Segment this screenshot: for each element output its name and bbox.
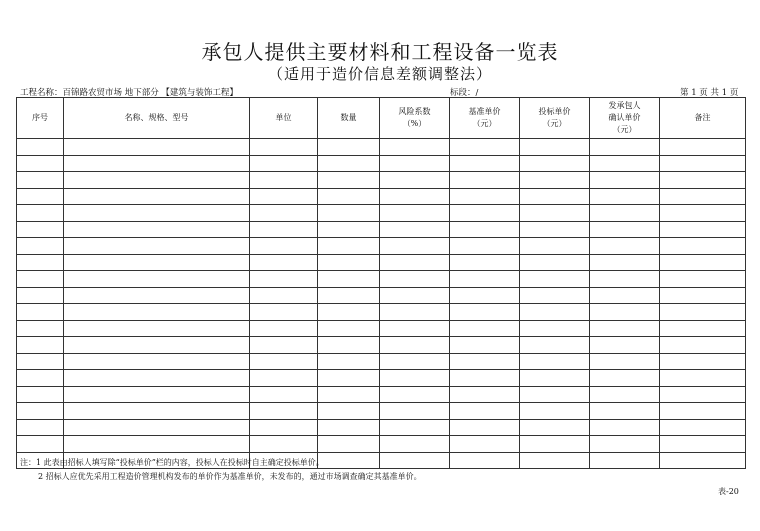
table-cell	[450, 221, 520, 238]
table-cell	[660, 304, 746, 321]
table-cell	[380, 386, 450, 403]
section-label: 标段：/	[450, 88, 479, 98]
page-indicator: 第 1 页 共 1 页	[680, 88, 739, 98]
table-cell	[660, 221, 746, 238]
table-cell	[450, 172, 520, 189]
table-row	[17, 238, 746, 255]
table-cell	[64, 287, 250, 304]
table-row	[17, 304, 746, 321]
table-cell	[64, 436, 250, 453]
table-cell	[250, 188, 318, 205]
table-cell	[17, 403, 64, 420]
table-cell	[660, 403, 746, 420]
table-cell	[318, 403, 380, 420]
table-cell	[380, 419, 450, 436]
table-cell	[380, 172, 450, 189]
table-cell	[380, 436, 450, 453]
table-cell	[318, 254, 380, 271]
table-cell	[64, 419, 250, 436]
project-name: 工程名称：百锦路农贸市场 地下部分 【建筑与装饰工程】	[20, 88, 238, 98]
table-cell	[64, 370, 250, 387]
table-header-row	[17, 98, 746, 139]
table-cell	[64, 172, 250, 189]
table-cell	[520, 337, 590, 354]
table-cell	[520, 172, 590, 189]
header-risk-coefficient: 风险系数 （%）	[380, 98, 450, 139]
table-row	[17, 172, 746, 189]
table-cell	[17, 386, 64, 403]
table-cell	[520, 254, 590, 271]
table-cell	[520, 304, 590, 321]
table-cell	[660, 287, 746, 304]
table-cell	[380, 287, 450, 304]
header-bid-price: 投标单价 （元）	[520, 98, 590, 139]
table-cell	[64, 386, 250, 403]
table-row	[17, 320, 746, 337]
table-cell	[590, 205, 660, 222]
table-cell	[520, 188, 590, 205]
table-cell	[660, 172, 746, 189]
table-cell	[590, 419, 660, 436]
table-cell	[17, 238, 64, 255]
table-cell	[520, 221, 590, 238]
table-cell	[520, 139, 590, 156]
table-cell	[250, 320, 318, 337]
table-cell	[64, 221, 250, 238]
header-confirmed-price: 发承包人 确认单价 （元）	[590, 98, 660, 139]
table-cell	[450, 238, 520, 255]
table-cell	[318, 353, 380, 370]
table-cell	[520, 419, 590, 436]
table-cell	[450, 139, 520, 156]
header-base-price: 基准单价 （元）	[450, 98, 520, 139]
table-cell	[318, 337, 380, 354]
table-cell	[450, 419, 520, 436]
table-cell	[520, 353, 590, 370]
table-cell	[660, 386, 746, 403]
table-row	[17, 403, 746, 420]
table-cell	[590, 304, 660, 321]
table-cell	[660, 155, 746, 172]
table-cell	[17, 370, 64, 387]
table-cell	[64, 353, 250, 370]
table-cell	[380, 155, 450, 172]
table-cell	[380, 139, 450, 156]
table-cell	[17, 304, 64, 321]
table-cell	[660, 419, 746, 436]
table-cell	[520, 238, 590, 255]
table-cell	[450, 320, 520, 337]
table-cell	[318, 452, 380, 469]
table-cell	[64, 337, 250, 354]
table-row	[17, 139, 746, 156]
table-cell	[318, 320, 380, 337]
table-cell	[590, 436, 660, 453]
table-cell	[380, 238, 450, 255]
table-cell	[660, 254, 746, 271]
table-cell	[380, 370, 450, 387]
table-cell	[250, 370, 318, 387]
table-cell	[250, 436, 318, 453]
table-cell	[318, 155, 380, 172]
header-name-spec: 名称、规格、型号	[64, 98, 250, 139]
table-cell	[660, 205, 746, 222]
table-cell	[450, 254, 520, 271]
table-cell	[660, 238, 746, 255]
table-cell	[380, 304, 450, 321]
table-cell	[380, 337, 450, 354]
table-cell	[660, 337, 746, 354]
table-cell	[450, 403, 520, 420]
table-cell	[17, 172, 64, 189]
table-cell	[250, 419, 318, 436]
table-cell	[17, 337, 64, 354]
footnote-1: 注：1 此表由招标人填写除“投标单价”栏的内容，投标人在投标时自主确定投标单价。	[20, 458, 324, 467]
table-cell	[250, 386, 318, 403]
table-cell	[250, 139, 318, 156]
table-cell	[590, 370, 660, 387]
header-unit: 单位	[250, 98, 318, 139]
table-cell	[380, 205, 450, 222]
table-cell	[520, 386, 590, 403]
table-cell	[590, 353, 660, 370]
table-cell	[520, 403, 590, 420]
table-row	[17, 337, 746, 354]
table-cell	[17, 287, 64, 304]
table-row	[17, 370, 746, 387]
table-cell	[520, 436, 590, 453]
table-cell	[17, 320, 64, 337]
table-cell	[380, 320, 450, 337]
table-cell	[250, 271, 318, 288]
table-cell	[318, 287, 380, 304]
table-body	[17, 139, 746, 469]
table-row	[17, 419, 746, 436]
table-cell	[520, 287, 590, 304]
form-subtitle: （适用于造价信息差额调整法）	[267, 65, 492, 83]
table-cell	[660, 353, 746, 370]
table-cell	[450, 436, 520, 453]
table-row	[17, 353, 746, 370]
table-cell	[380, 452, 450, 469]
table-cell	[520, 271, 590, 288]
table-cell	[17, 205, 64, 222]
table-cell	[660, 139, 746, 156]
table-cell	[250, 304, 318, 321]
table-cell	[590, 139, 660, 156]
table-cell	[380, 254, 450, 271]
table-cell	[660, 436, 746, 453]
table-cell	[318, 205, 380, 222]
table-cell	[64, 155, 250, 172]
table-cell	[250, 155, 318, 172]
table-row	[17, 287, 746, 304]
table-cell	[520, 205, 590, 222]
table-row	[17, 254, 746, 271]
table-cell	[450, 304, 520, 321]
table-cell	[318, 370, 380, 387]
table-cell	[64, 139, 250, 156]
table-cell	[64, 320, 250, 337]
table-cell	[450, 452, 520, 469]
table-cell	[590, 287, 660, 304]
table-cell	[660, 271, 746, 288]
table-cell	[318, 139, 380, 156]
header-quantity: 数量	[318, 98, 380, 139]
table-cell	[17, 436, 64, 453]
table-cell	[450, 271, 520, 288]
table-cell	[17, 155, 64, 172]
table-cell	[450, 370, 520, 387]
table-cell	[318, 386, 380, 403]
table-cell	[17, 353, 64, 370]
table-cell	[318, 419, 380, 436]
table-cell	[250, 205, 318, 222]
table-cell	[17, 254, 64, 271]
table-cell	[17, 271, 64, 288]
table-cell	[590, 238, 660, 255]
table-cell	[450, 337, 520, 354]
table-row	[17, 436, 746, 453]
table-cell	[17, 139, 64, 156]
table-cell	[318, 436, 380, 453]
table-cell	[590, 337, 660, 354]
table-number: 表-20	[718, 487, 739, 496]
table-row	[17, 221, 746, 238]
table-cell	[660, 320, 746, 337]
table-cell	[450, 287, 520, 304]
table-row	[17, 271, 746, 288]
table-cell	[590, 403, 660, 420]
table-cell	[17, 221, 64, 238]
table-cell	[590, 271, 660, 288]
table-cell	[590, 254, 660, 271]
table-cell	[590, 172, 660, 189]
table-cell	[590, 320, 660, 337]
table-cell	[590, 188, 660, 205]
table-cell	[250, 353, 318, 370]
table-cell	[450, 155, 520, 172]
table-cell	[450, 353, 520, 370]
table-cell	[64, 254, 250, 271]
table-cell	[17, 188, 64, 205]
table-row	[17, 188, 746, 205]
table-cell	[64, 403, 250, 420]
form-title: 承包人提供主要材料和工程设备一览表	[201, 40, 559, 64]
table-cell	[380, 403, 450, 420]
table-cell	[250, 403, 318, 420]
table-cell	[590, 155, 660, 172]
table-cell	[660, 452, 746, 469]
table-row	[17, 386, 746, 403]
table-cell	[520, 320, 590, 337]
header-remarks: 备注	[660, 98, 746, 139]
table-cell	[520, 155, 590, 172]
table-cell	[318, 238, 380, 255]
table-cell	[520, 452, 590, 469]
table-cell	[590, 221, 660, 238]
header-index: 序号	[17, 98, 64, 139]
table-cell	[380, 221, 450, 238]
table-row	[17, 155, 746, 172]
table-cell	[318, 188, 380, 205]
table-cell	[250, 337, 318, 354]
table-cell	[318, 221, 380, 238]
table-cell	[318, 172, 380, 189]
table-cell	[660, 188, 746, 205]
table-cell	[590, 386, 660, 403]
table-cell	[64, 205, 250, 222]
table-cell	[450, 205, 520, 222]
table-cell	[520, 370, 590, 387]
table-cell	[250, 238, 318, 255]
table-cell	[64, 271, 250, 288]
table-cell	[380, 188, 450, 205]
table-cell	[64, 304, 250, 321]
table-cell	[250, 221, 318, 238]
table-cell	[318, 271, 380, 288]
footnote-2: 2 招标人应优先采用工程造价管理机构发布的单价作为基准单价，未发布的，通过市场调查确定其基准单价。	[38, 472, 422, 481]
table-cell	[17, 419, 64, 436]
table-cell	[660, 370, 746, 387]
table-cell	[590, 452, 660, 469]
table-cell	[64, 188, 250, 205]
table-cell	[380, 353, 450, 370]
table-cell	[380, 271, 450, 288]
table-cell	[64, 238, 250, 255]
materials-table	[16, 97, 746, 469]
table-cell	[250, 254, 318, 271]
table-cell	[318, 304, 380, 321]
table-row	[17, 205, 746, 222]
table-cell	[450, 188, 520, 205]
table-cell	[450, 386, 520, 403]
table-cell	[250, 287, 318, 304]
table-cell	[250, 172, 318, 189]
